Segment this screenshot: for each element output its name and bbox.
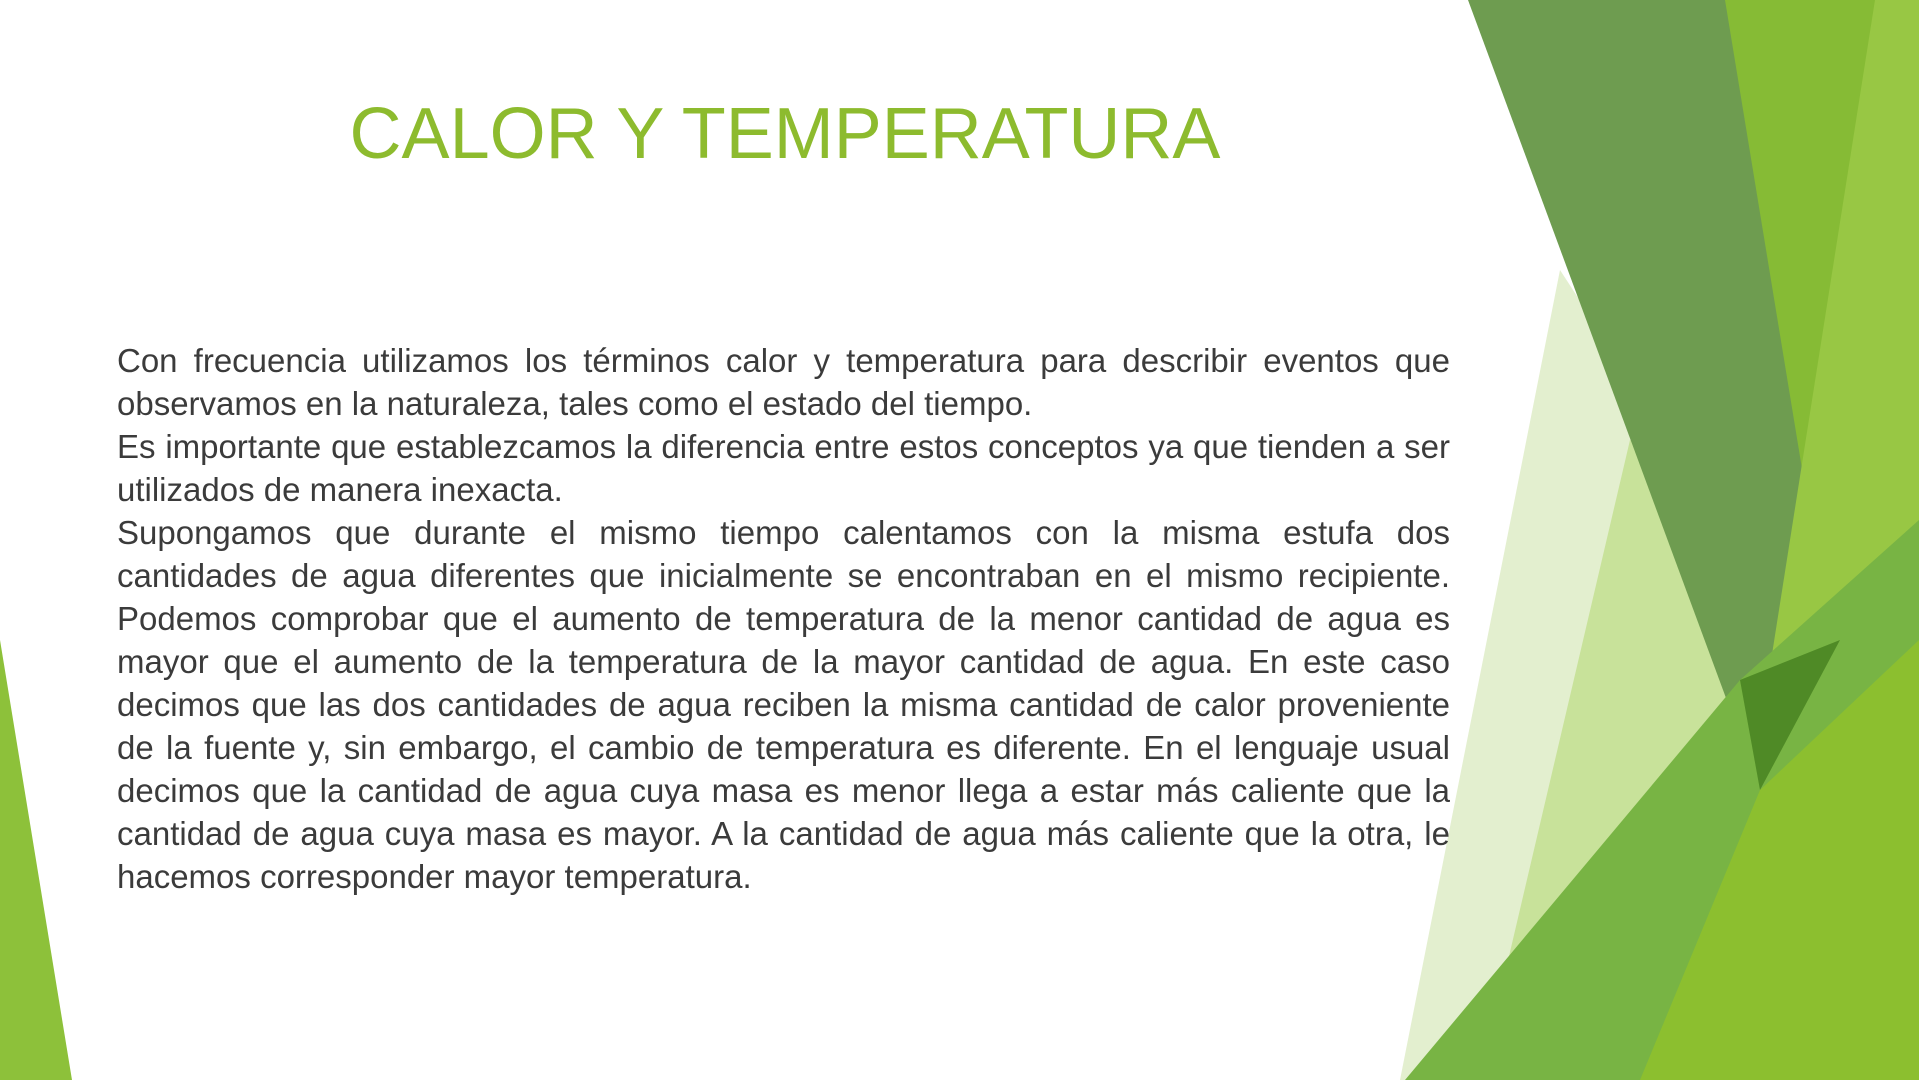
left-green-sliver xyxy=(0,640,72,1080)
paragraph: Con frecuencia utilizamos los términos calor y temperatura para describir eventos que observamos en la naturaleza, tales como el estado del tiempo. xyxy=(117,342,1450,422)
slide-title: CALOR Y TEMPERATURA xyxy=(349,94,1221,174)
paragraph: Supongamos que durante el mismo tiempo calentamos con la misma estufa dos cantidades de agua diferentes que inicialmente se encontraban en el mismo recipiente. Podemos comprobar que el aumento de temperatura de la menor cantidad de agua es mayor que el aumento de la temperatura de la mayor cantidad de agua. En este caso decimos que las dos cantidades de agua reciben la misma cantidad de calor proveniente de la fuente y, sin embargo, el cambio de temperatura es diferente. En el lenguaje usual decimos que la cantidad de agua cuya masa es menor llega a estar más caliente que la cantidad de agua cuya masa es mayor. A la cantidad de agua más caliente que la otra, le hacemos corresponder mayor temperatura. xyxy=(117,514,1450,895)
paragraph: Es importante que establezcamos la diferencia entre estos conceptos ya que tienden a ser utilizados de manera inexacta. xyxy=(117,428,1450,508)
slide-body xyxy=(117,339,1450,898)
